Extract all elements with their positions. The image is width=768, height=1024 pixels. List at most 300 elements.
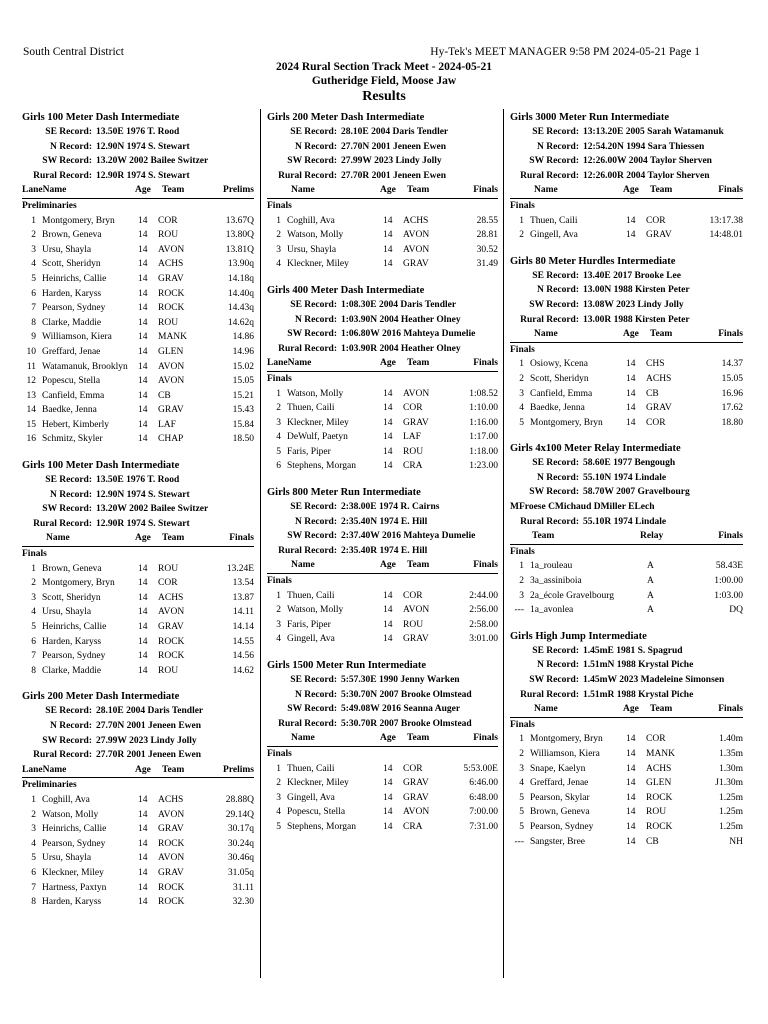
place: 15 (26, 419, 36, 430)
athlete-age: 14 (138, 390, 148, 401)
place: 2 (31, 230, 36, 241)
relay-team: 2a_école Gravelbourg (530, 590, 614, 601)
team-code: CHS (646, 359, 665, 370)
result-row (510, 401, 743, 416)
column-header: LaneName (267, 358, 312, 369)
result-mark: 6:46.00 (469, 778, 498, 789)
place: 1 (519, 734, 524, 745)
result-row (510, 820, 743, 835)
athlete-name: Gingell, Ava (287, 634, 335, 645)
place: 6 (31, 288, 36, 299)
result-mark: 13.80Q (225, 230, 254, 241)
record-line (267, 125, 498, 140)
athlete-age: 14 (138, 244, 148, 255)
result-mark: 13.24E (226, 563, 254, 574)
record-line (510, 688, 743, 703)
column-header: Finals (718, 704, 743, 715)
column-header: Team (162, 764, 185, 775)
result-row (510, 214, 743, 229)
round-label: Preliminaries (22, 780, 77, 791)
team-code: AVON (158, 361, 185, 372)
athlete-name: Baedke, Jenna (42, 405, 97, 416)
team-code: AVON (403, 388, 430, 399)
athlete-name: Ursu, Shayla (42, 244, 92, 255)
athlete-age: 14 (383, 605, 393, 616)
record-mark: 12.90N 1974 S. Stewart (96, 141, 190, 152)
record-line (267, 298, 498, 313)
relay-letter: A (647, 590, 654, 601)
athlete-age: 14 (138, 622, 148, 632)
place: 5 (31, 622, 36, 632)
team-code: ROCK (158, 838, 185, 849)
place: 4 (519, 778, 524, 789)
record-label: Rural Record: (33, 518, 92, 529)
athlete-age: 14 (138, 332, 148, 343)
athlete-age: 14 (138, 651, 148, 662)
athlete-age: 14 (138, 809, 148, 820)
athlete-age: 14 (626, 388, 636, 399)
team-code: ROCK (646, 792, 673, 803)
record-mark: 5:30.70N 2007 Brooke Olmstead (341, 689, 472, 700)
result-row (267, 820, 498, 835)
event-block (510, 255, 743, 431)
athlete-name: Williamson, Kiera (530, 748, 600, 759)
record-mark: 13.50E 1976 T. Rood (96, 475, 180, 486)
athlete-age: 14 (626, 230, 636, 241)
record-label: SW Record: (529, 675, 579, 685)
athlete-age: 14 (626, 807, 636, 818)
team-code: COR (403, 590, 423, 601)
result-mark: 15.43 (232, 405, 254, 416)
record-label: SW Record: (287, 329, 337, 340)
result-mark: 1:08.52 (469, 388, 498, 399)
place: --- (514, 605, 524, 616)
record-line (22, 140, 254, 155)
column-header-row (22, 531, 254, 547)
record-mark: 58.70W 2007 Gravelbourg (583, 487, 690, 498)
place: 3 (31, 244, 36, 255)
column-header-row (510, 702, 743, 718)
record-label: SE Record: (45, 475, 92, 486)
place: 3 (276, 792, 281, 803)
result-mark: 31.49 (476, 259, 498, 270)
team-code: ROCK (158, 651, 185, 662)
result-mark: 14.62 (232, 665, 254, 676)
athlete-age: 14 (138, 563, 148, 574)
athlete-name: Watson, Molly (287, 388, 344, 399)
athlete-name: Pearson, Sydney (42, 838, 106, 849)
athlete-age: 14 (626, 417, 636, 428)
place: 4 (276, 432, 281, 443)
athlete-name: Thuen, Caili (287, 403, 335, 414)
record-mark: 1.51mN 1988 Krystal Piche (583, 660, 694, 671)
place: 16 (26, 434, 36, 445)
team-code: GRAV (403, 259, 429, 270)
result-row (22, 851, 254, 866)
athlete-age: 14 (626, 359, 636, 370)
result-row (22, 243, 254, 258)
result-row (510, 416, 743, 431)
place: 1 (31, 794, 36, 805)
result-row (510, 776, 743, 791)
record-line (510, 283, 743, 298)
team-code: GLEN (646, 778, 672, 789)
record-mark: 27.70R 2001 Jeneen Ewen (341, 170, 447, 181)
team-code: COR (646, 417, 666, 428)
result-mark: 16.96 (721, 388, 743, 399)
record-label: N Record: (537, 472, 579, 483)
record-mark: 55.10N 1974 Lindale (583, 472, 667, 483)
column-header: Name (534, 329, 558, 340)
column-header: LaneName (22, 764, 67, 775)
result-mark: 17.62 (721, 403, 743, 414)
athlete-age: 14 (138, 273, 148, 284)
record-line (510, 298, 743, 313)
place: 3 (31, 824, 36, 835)
result-mark: 1.30m (718, 763, 743, 774)
record-label: N Record: (537, 141, 579, 152)
place: 5 (31, 853, 36, 864)
record-mark: 58.60E 1977 Bengough (583, 458, 676, 469)
result-row (267, 387, 498, 402)
result-mark: 13.54 (232, 578, 254, 589)
result-row (510, 589, 743, 604)
team-code: COR (646, 734, 666, 745)
result-row (267, 228, 498, 243)
result-mark: 1.25m (718, 792, 743, 803)
relay-record-names: MFroese CMichaud DMiller ELech (510, 502, 655, 513)
athlete-age: 14 (138, 824, 148, 835)
result-row (267, 401, 498, 416)
round-label: Finals (267, 200, 292, 211)
result-row (22, 635, 254, 650)
result-mark: 15.02 (232, 361, 254, 372)
result-mark: 1.25m (718, 821, 743, 832)
column-header: Finals (718, 185, 743, 196)
round-label: Finals (267, 373, 292, 384)
athlete-name: Thuen, Caili (287, 763, 335, 774)
record-label: N Record: (50, 720, 92, 731)
record-line (22, 169, 254, 184)
record-label: N Record: (50, 489, 92, 500)
final-mark: DQ (729, 605, 743, 616)
column-header: Age (380, 185, 396, 196)
record-label: SE Record: (290, 127, 337, 137)
result-mark: 2:44.00 (469, 590, 498, 601)
athlete-name: Watson, Molly (287, 605, 344, 616)
athlete-name: Montgomery, Bryn (42, 578, 115, 589)
record-line (267, 688, 498, 703)
result-row (510, 732, 743, 747)
athlete-age: 14 (383, 590, 393, 601)
result-row (22, 866, 254, 881)
result-row (510, 805, 743, 820)
team-code: GRAV (158, 405, 184, 416)
team-code: GLEN (158, 346, 184, 357)
athlete-age: 14 (383, 215, 393, 226)
result-mark: 32.30 (232, 897, 254, 908)
place: 3 (276, 417, 281, 428)
team-code: AVON (403, 605, 430, 616)
record-mark: 1.45mE 1981 S. Spagrud (583, 645, 683, 656)
place: 6 (31, 636, 36, 647)
result-mark: 2:58.00 (469, 619, 498, 630)
record-mark: 27.70N 2001 Jeneen Ewen (96, 720, 202, 731)
result-row (267, 459, 498, 474)
column-header: Name (534, 185, 558, 196)
athlete-age: 14 (626, 778, 636, 789)
athlete-name: Kleckner, Miley (42, 867, 104, 878)
result-row (267, 776, 498, 791)
final-mark: 1:00.00 (714, 576, 743, 587)
result-mark: 15.05 (232, 376, 254, 387)
result-mark: 14.18q (227, 273, 254, 284)
record-label: SE Record: (45, 706, 92, 717)
relay-team: 1a_rouleau (530, 561, 573, 572)
athlete-age: 14 (626, 215, 636, 226)
athlete-age: 14 (138, 419, 148, 430)
athlete-age: 14 (138, 882, 148, 893)
record-label: Rural Record: (520, 516, 579, 527)
place: 2 (31, 578, 36, 589)
record-label: SW Record: (287, 531, 337, 542)
event-title: Girls 4x100 Meter Relay Intermediate (510, 443, 681, 455)
column-header: Team (650, 704, 673, 715)
record-line (22, 517, 254, 532)
team-code: ACHS (158, 794, 184, 805)
record-line (510, 456, 743, 471)
record-mark: 13.40E 2017 Brooke Lee (583, 270, 681, 281)
record-mark: 28.10E 2004 Daris Tendler (96, 706, 204, 717)
place: 8 (31, 665, 36, 676)
place: 3 (31, 592, 36, 603)
column-header: Age (623, 704, 639, 715)
team-code: COR (158, 215, 178, 226)
record-label: Rural Record: (33, 170, 92, 181)
record-mark: 5:49.08W 2016 Seanna Auger (341, 704, 461, 715)
athlete-age: 14 (383, 778, 393, 789)
final-mark: 1:03.00 (714, 590, 743, 601)
relay-letter: A (647, 576, 654, 587)
record-line (510, 673, 743, 688)
result-row (22, 214, 254, 229)
result-row (22, 418, 254, 433)
record-label: SE Record: (290, 675, 337, 685)
team-code: ROCK (646, 821, 673, 832)
result-row (22, 562, 254, 577)
place: 3 (519, 590, 524, 601)
event-block (510, 630, 743, 849)
results-heading: Results (362, 89, 406, 104)
result-mark: 5:53.00E (463, 763, 498, 774)
column-header-row (267, 356, 498, 372)
record-line (22, 488, 254, 503)
athlete-name: Kleckner, Miley (287, 778, 349, 789)
result-mark: 1:18.00 (469, 446, 498, 457)
athlete-age: 14 (138, 346, 148, 357)
event-title: Girls 200 Meter Dash Intermediate (22, 691, 180, 703)
result-row (22, 389, 254, 404)
event-title: Girls 3000 Meter Run Intermediate (510, 112, 670, 123)
athlete-name: Faris, Piper (287, 446, 331, 457)
record-mark: 5:30.70R 2007 Brooke Olmstead (341, 718, 472, 729)
column-header: Team (532, 531, 555, 542)
relay-letter: A (647, 561, 654, 572)
athlete-name: Popescu, Stella (42, 376, 101, 387)
record-mark: 12.90R 1974 S. Stewart (96, 518, 190, 529)
final-mark: 58.43E (715, 561, 743, 572)
column-header: LaneName (22, 185, 67, 196)
athlete-age: 14 (138, 434, 148, 445)
result-row (267, 762, 498, 777)
place: 1 (276, 215, 281, 226)
result-row (267, 243, 498, 258)
record-mark: 1:03.90N 2004 Heather Olney (341, 314, 461, 325)
athlete-age: 14 (383, 821, 393, 832)
record-label: SE Record: (532, 458, 579, 469)
athlete-name: Heinrichs, Callie (42, 622, 107, 632)
result-mark: 7:00.00 (469, 807, 498, 818)
athlete-age: 14 (383, 417, 393, 428)
athlete-name: Baedke, Jenna (530, 403, 585, 414)
place: 1 (519, 215, 524, 226)
place: 3 (276, 244, 281, 255)
record-line (267, 140, 498, 155)
record-mark: 12:54.20N 1994 Sara Thiessen (583, 141, 705, 152)
record-label: Rural Record: (278, 170, 337, 181)
record-mark: 1:08.30E 2004 Daris Tendler (341, 299, 457, 310)
athlete-age: 14 (383, 792, 393, 803)
place: 8 (31, 897, 36, 908)
team-code: CRA (403, 461, 423, 472)
place: 8 (31, 317, 36, 328)
result-mark: 28.55 (476, 215, 498, 226)
record-line (510, 515, 743, 530)
team-code: GRAV (403, 417, 429, 428)
team-code: AVON (158, 376, 185, 387)
athlete-age: 14 (383, 388, 393, 399)
athlete-name: Ursu, Shayla (42, 853, 92, 864)
result-mark: 30.24q (227, 838, 254, 849)
record-line (22, 734, 254, 749)
record-line (22, 125, 254, 140)
record-mark: 1:03.90R 2004 Heather Olney (341, 343, 461, 354)
athlete-age: 14 (138, 592, 148, 603)
place: 3 (519, 388, 524, 399)
result-mark: 14.43q (227, 303, 254, 314)
result-mark: 14.86 (232, 332, 254, 343)
result-row (22, 432, 254, 447)
record-label: N Record: (295, 689, 337, 700)
athlete-name: Hartness, Paxtyn (42, 882, 107, 893)
place: 4 (31, 838, 36, 849)
athlete-age: 14 (383, 807, 393, 818)
athlete-age: 14 (138, 794, 148, 805)
column-header: Age (135, 185, 151, 196)
place: 5 (519, 417, 524, 428)
athlete-name: Canfield, Emma (530, 388, 593, 399)
place: 4 (31, 607, 36, 618)
result-mark: 31.11 (232, 882, 254, 893)
athlete-age: 14 (138, 853, 148, 864)
result-row (510, 762, 743, 777)
team-code: AVON (403, 807, 430, 818)
athlete-age: 14 (138, 838, 148, 849)
result-row (22, 576, 254, 591)
round-label: Finals (267, 576, 292, 587)
result-row (22, 895, 254, 910)
record-line (510, 313, 743, 328)
record-line (510, 169, 743, 184)
column-header: Age (623, 185, 639, 196)
athlete-name: Heinrichs, Callie (42, 824, 107, 835)
team-code: COR (403, 403, 423, 414)
record-mark: 12.90R 1974 S. Stewart (96, 170, 190, 181)
record-label: N Record: (50, 141, 92, 152)
team-code: ROCK (158, 636, 185, 647)
column-header: Team (650, 185, 673, 196)
record-line (510, 485, 743, 500)
athlete-name: Montgomery, Bryn (530, 734, 603, 745)
record-mark: 12:26.00W 2004 Taylor Sherven (583, 156, 712, 167)
athlete-age: 14 (138, 215, 148, 226)
athlete-name: Harden, Karyss (42, 897, 102, 908)
place: 6 (31, 867, 36, 878)
column-header: Finals (718, 329, 743, 340)
team-code: ROCK (158, 897, 185, 908)
result-row (22, 301, 254, 316)
record-line (267, 313, 498, 328)
record-mark: 2:35.40N 1974 E. Hill (341, 516, 428, 527)
place: 5 (276, 821, 281, 832)
column-header: Team (407, 560, 430, 571)
event-title: Girls 200 Meter Dash Intermediate (267, 112, 425, 123)
athlete-name: Thuen, Caili (287, 590, 335, 601)
result-mark: 14.56 (232, 651, 254, 662)
place: 1 (276, 763, 281, 774)
athlete-age: 14 (138, 303, 148, 314)
athlete-age: 14 (383, 244, 393, 255)
result-row (267, 603, 498, 618)
record-mark: 27.99W 2023 Lindy Jolly (341, 156, 442, 167)
place: 4 (276, 634, 281, 645)
column-header: Age (135, 764, 151, 775)
athlete-name: Popescu, Stella (287, 807, 346, 818)
result-row (267, 805, 498, 820)
place: 2 (276, 403, 281, 414)
result-mark: 2:56.00 (469, 605, 498, 616)
athlete-age: 14 (138, 607, 148, 618)
record-line (22, 748, 254, 763)
athlete-age: 14 (383, 446, 393, 457)
result-row (267, 416, 498, 431)
team-code: ACHS (646, 763, 672, 774)
athlete-name: Greffard, Jenae (530, 778, 589, 789)
event-block (22, 459, 254, 678)
result-row (267, 589, 498, 604)
record-line (510, 125, 743, 140)
place: 2 (519, 576, 524, 587)
team-code: GRAV (158, 622, 184, 632)
place: 5 (31, 273, 36, 284)
athlete-name: Montgomery, Bryn (530, 417, 603, 428)
athlete-name: Hebert, Kimberly (42, 419, 110, 430)
relay-team: 3a_assiniboia (530, 576, 582, 587)
athlete-name: Kleckner, Miley (287, 259, 349, 270)
result-mark: NH (729, 836, 743, 847)
place: 2 (519, 748, 524, 759)
district-name: South Central District (23, 46, 124, 58)
